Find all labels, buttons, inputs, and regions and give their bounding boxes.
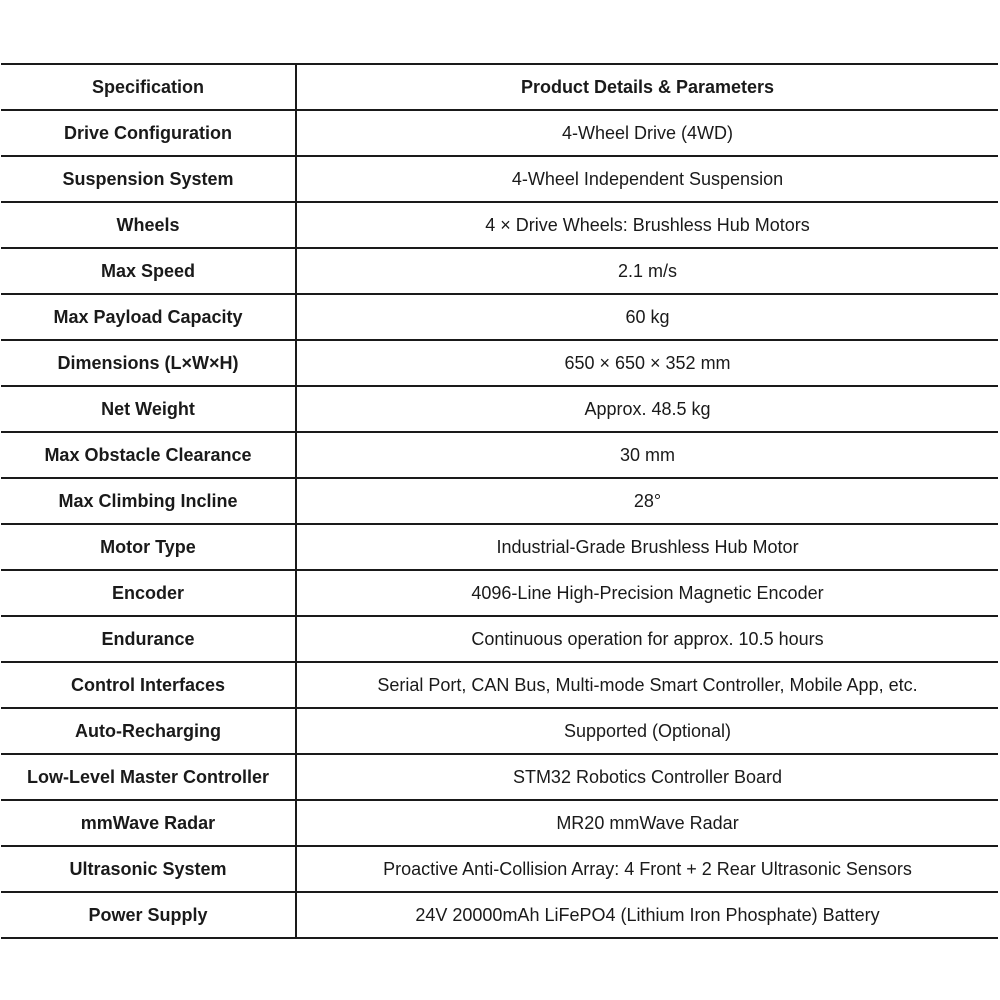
table-row — [1, 800, 998, 846]
spec-value: MR20 mmWave Radar — [296, 800, 998, 846]
spec-value: 4 × Drive Wheels: Brushless Hub Motors — [296, 202, 998, 248]
spec-table — [1, 63, 998, 939]
spec-value: Continuous operation for approx. 10.5 hours — [296, 616, 998, 662]
spec-value: 4-Wheel Independent Suspension — [296, 156, 998, 202]
table-row — [1, 846, 998, 892]
spec-label: Motor Type — [1, 524, 296, 570]
table-row — [1, 892, 998, 938]
table-row — [1, 662, 998, 708]
table-row — [1, 202, 998, 248]
table-row — [1, 478, 998, 524]
header-product-details: Product Details & Parameters — [296, 64, 998, 110]
table-row — [1, 386, 998, 432]
spec-value: 4-Wheel Drive (4WD) — [296, 110, 998, 156]
spec-value: 30 mm — [296, 432, 998, 478]
spec-label: Max Payload Capacity — [1, 294, 296, 340]
spec-value: 28° — [296, 478, 998, 524]
spec-label: Encoder — [1, 570, 296, 616]
spec-label: Net Weight — [1, 386, 296, 432]
spec-label: Ultrasonic System — [1, 846, 296, 892]
spec-label: Power Supply — [1, 892, 296, 938]
table-row — [1, 708, 998, 754]
spec-value: Approx. 48.5 kg — [296, 386, 998, 432]
table-row — [1, 616, 998, 662]
spec-label: Max Climbing Incline — [1, 478, 296, 524]
spec-value: Serial Port, CAN Bus, Multi-mode Smart Controller, Mobile App, etc. — [296, 662, 998, 708]
spec-label: Endurance — [1, 616, 296, 662]
spec-value: STM32 Robotics Controller Board — [296, 754, 998, 800]
table-row — [1, 432, 998, 478]
table-row — [1, 294, 998, 340]
spec-value: Industrial-Grade Brushless Hub Motor — [296, 524, 998, 570]
header-specification: Specification — [1, 64, 296, 110]
table-row — [1, 340, 998, 386]
table-row — [1, 248, 998, 294]
spec-label: Drive Configuration — [1, 110, 296, 156]
table-row — [1, 110, 998, 156]
spec-label: mmWave Radar — [1, 800, 296, 846]
table-header-row — [1, 64, 998, 110]
spec-value: 4096-Line High-Precision Magnetic Encoder — [296, 570, 998, 616]
spec-value: Proactive Anti-Collision Array: 4 Front + 2 Rear Ultrasonic Sensors — [296, 846, 998, 892]
spec-label: Suspension System — [1, 156, 296, 202]
spec-label: Max Obstacle Clearance — [1, 432, 296, 478]
spec-value: 60 kg — [296, 294, 998, 340]
spec-value: 24V 20000mAh LiFePO4 (Lithium Iron Phosphate) Battery — [296, 892, 998, 938]
spec-value: 650 × 650 × 352 mm — [296, 340, 998, 386]
table-row — [1, 754, 998, 800]
spec-label: Dimensions (L×W×H) — [1, 340, 296, 386]
spec-label: Max Speed — [1, 248, 296, 294]
spec-label: Wheels — [1, 202, 296, 248]
spec-label: Control Interfaces — [1, 662, 296, 708]
table-row — [1, 156, 998, 202]
spec-label: Low-Level Master Controller — [1, 754, 296, 800]
spec-label: Auto-Recharging — [1, 708, 296, 754]
table-row — [1, 524, 998, 570]
spec-value: 2.1 m/s — [296, 248, 998, 294]
table-row — [1, 570, 998, 616]
spec-value: Supported (Optional) — [296, 708, 998, 754]
